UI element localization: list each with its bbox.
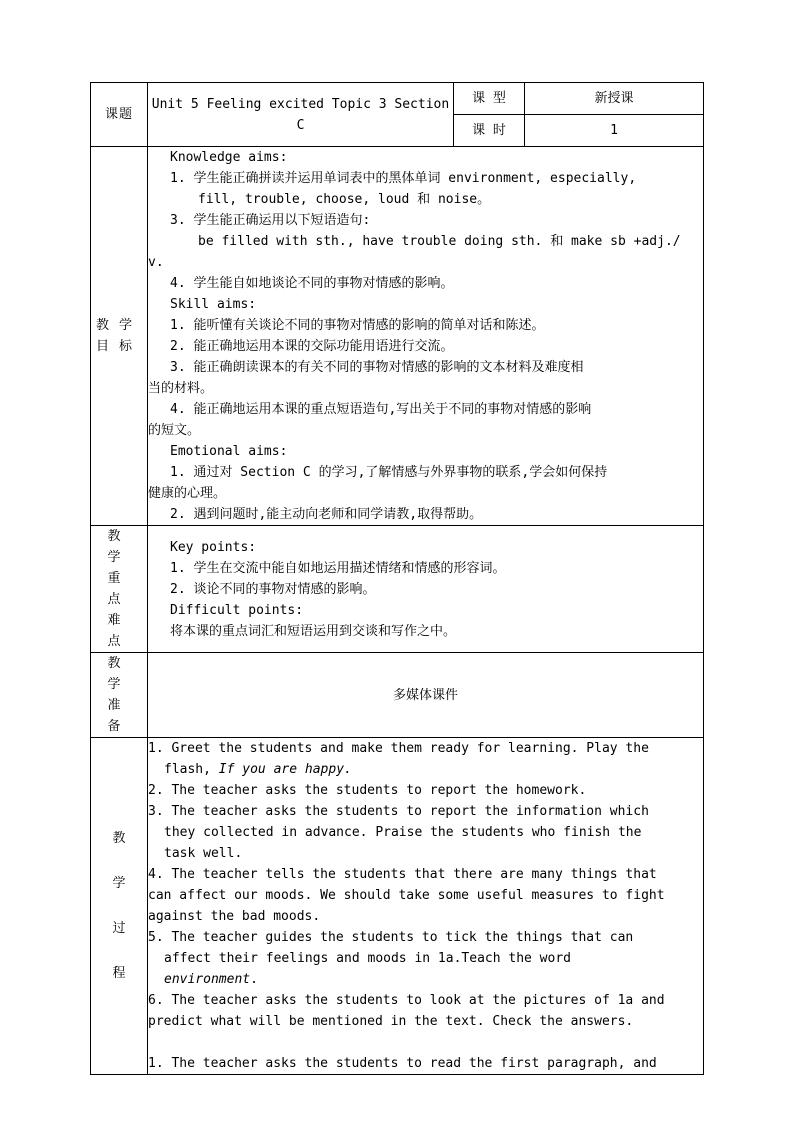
process-label	[91, 738, 148, 1075]
step-2: 2. The teacher asks the students to report the homework.	[148, 783, 587, 798]
lesson-type-label: 课 型	[454, 83, 525, 115]
objectives-label-line1: 教学	[95, 318, 142, 333]
skill-title: Skill aims:	[170, 297, 257, 312]
emotional-item-1a: 1. 通过对 Section C 的学习,了解情感与外界事物的联系,学会如何保持	[170, 465, 608, 480]
class-hours-value: 1	[525, 115, 704, 147]
step-1b	[148, 759, 703, 780]
step-4c: against the bad moods.	[148, 909, 321, 924]
topic-label: 课题	[91, 83, 148, 147]
step-gap	[148, 1032, 703, 1053]
skill-item-1: 1. 能听懂有关谈论不同的事物对情感的影响的简单对话和陈述。	[170, 318, 545, 333]
objectives-content	[148, 147, 704, 526]
step-1c-title: If you are happy.	[218, 762, 352, 777]
key-label-line2: 重 点	[107, 571, 131, 607]
difficult-item-1: 将本课的重点词汇和短语运用到交谈和写作之中。	[170, 623, 457, 639]
process-label-char-2: 学	[112, 876, 126, 891]
step-3a: 3. The teacher asks the students to report the information which	[148, 804, 649, 819]
difficult-title: Difficult points:	[170, 602, 304, 618]
emotional-item-1b: 健康的心理。	[148, 486, 227, 501]
key-item-1: 1. 学生在交流中能自如地运用描述情绪和情感的形容词。	[170, 560, 506, 576]
step-4a: 4. The teacher tells the students that there are many things that	[148, 867, 657, 882]
step-6a: 6. The teacher asks the students to look at the pictures of 1a and	[148, 993, 665, 1008]
step-5a: 5. The teacher guides the students to tick the things that can	[148, 930, 634, 945]
objectives-label	[91, 147, 148, 526]
objectives-label-line2: 目标	[95, 339, 142, 354]
knowledge-item-3: 4. 学生能自如地谈论不同的事物对情感的影响。	[170, 276, 454, 291]
key-points-content	[148, 526, 704, 653]
skill-item-3b: 当的材料。	[148, 381, 214, 396]
knowledge-item-2: 3. 学生能正确运用以下短语造句:	[170, 213, 371, 228]
step-6b: predict what will be mentioned in the text. Check the answers.	[148, 1014, 634, 1029]
step-1b-text: flash,	[164, 762, 219, 777]
step-5c-word: environment	[164, 972, 251, 987]
lesson-type-value: 新授课	[525, 83, 704, 115]
emotional-title: Emotional aims:	[170, 444, 288, 459]
step-5c	[148, 969, 703, 990]
process-label-char-3: 过	[112, 921, 126, 936]
knowledge-item-1b: fill, trouble, choose, loud 和 noise。	[198, 192, 491, 207]
key-points-label	[91, 526, 148, 653]
process-content	[148, 738, 704, 1075]
step-3c: task well.	[164, 846, 243, 861]
skill-item-3a: 3. 能正确朗读课本的有关不同的事物对情感的影响的文本材料及难度相	[170, 360, 584, 375]
process-label-char-1: 教	[112, 831, 126, 846]
skill-item-4a: 4. 能正确地运用本课的重点短语造句,写出关于不同的事物对情感的影响	[170, 402, 592, 417]
class-hours-label: 课 时	[454, 115, 525, 147]
skill-item-2: 2. 能正确地运用本课的交际功能用语进行交流。	[170, 339, 454, 354]
knowledge-title: Knowledge aims:	[170, 150, 288, 165]
key-item-2: 2. 谈论不同的事物对情感的影响。	[170, 581, 376, 597]
step-7: 1. The teacher asks the students to read the first paragraph, and	[148, 1056, 657, 1071]
step-5d-period: .	[250, 972, 258, 987]
key-label-line1: 教 学	[107, 529, 131, 565]
step-1a: 1. Greet the students and make them ready for learning. Play the	[148, 741, 649, 756]
prep-label-line2: 准 备	[107, 698, 131, 734]
knowledge-phrases-b: v.	[148, 255, 164, 270]
preparation-value: 多媒体课件	[148, 653, 704, 738]
step-3b: they collected in advance. Praise the students who finish the	[164, 825, 642, 840]
key-label-line3: 难 点	[107, 613, 131, 649]
process-label-char-4: 程	[112, 966, 126, 981]
emotional-item-2: 2. 遇到问题时,能主动向老师和同学请教,取得帮助。	[170, 507, 483, 522]
prep-label-line1: 教 学	[107, 656, 131, 692]
knowledge-item-1a: 1. 学生能正确拼读并运用单词表中的黑体单词 environment, especially,	[170, 171, 637, 186]
lesson-title: Unit 5 Feeling excited Topic 3 Section C	[148, 83, 454, 147]
knowledge-phrases-a: be filled with sth., have trouble doing sth. 和 make sb +adj./	[198, 234, 681, 249]
skill-item-4b: 的短文。	[148, 423, 201, 438]
lesson-plan-table	[90, 82, 704, 1075]
preparation-label	[91, 653, 148, 738]
step-4b: can affect our moods. We should take some useful measures to fight	[148, 888, 665, 903]
step-5b: affect their feelings and moods in 1a.Teach the word	[164, 951, 571, 966]
key-title: Key points:	[170, 539, 257, 555]
